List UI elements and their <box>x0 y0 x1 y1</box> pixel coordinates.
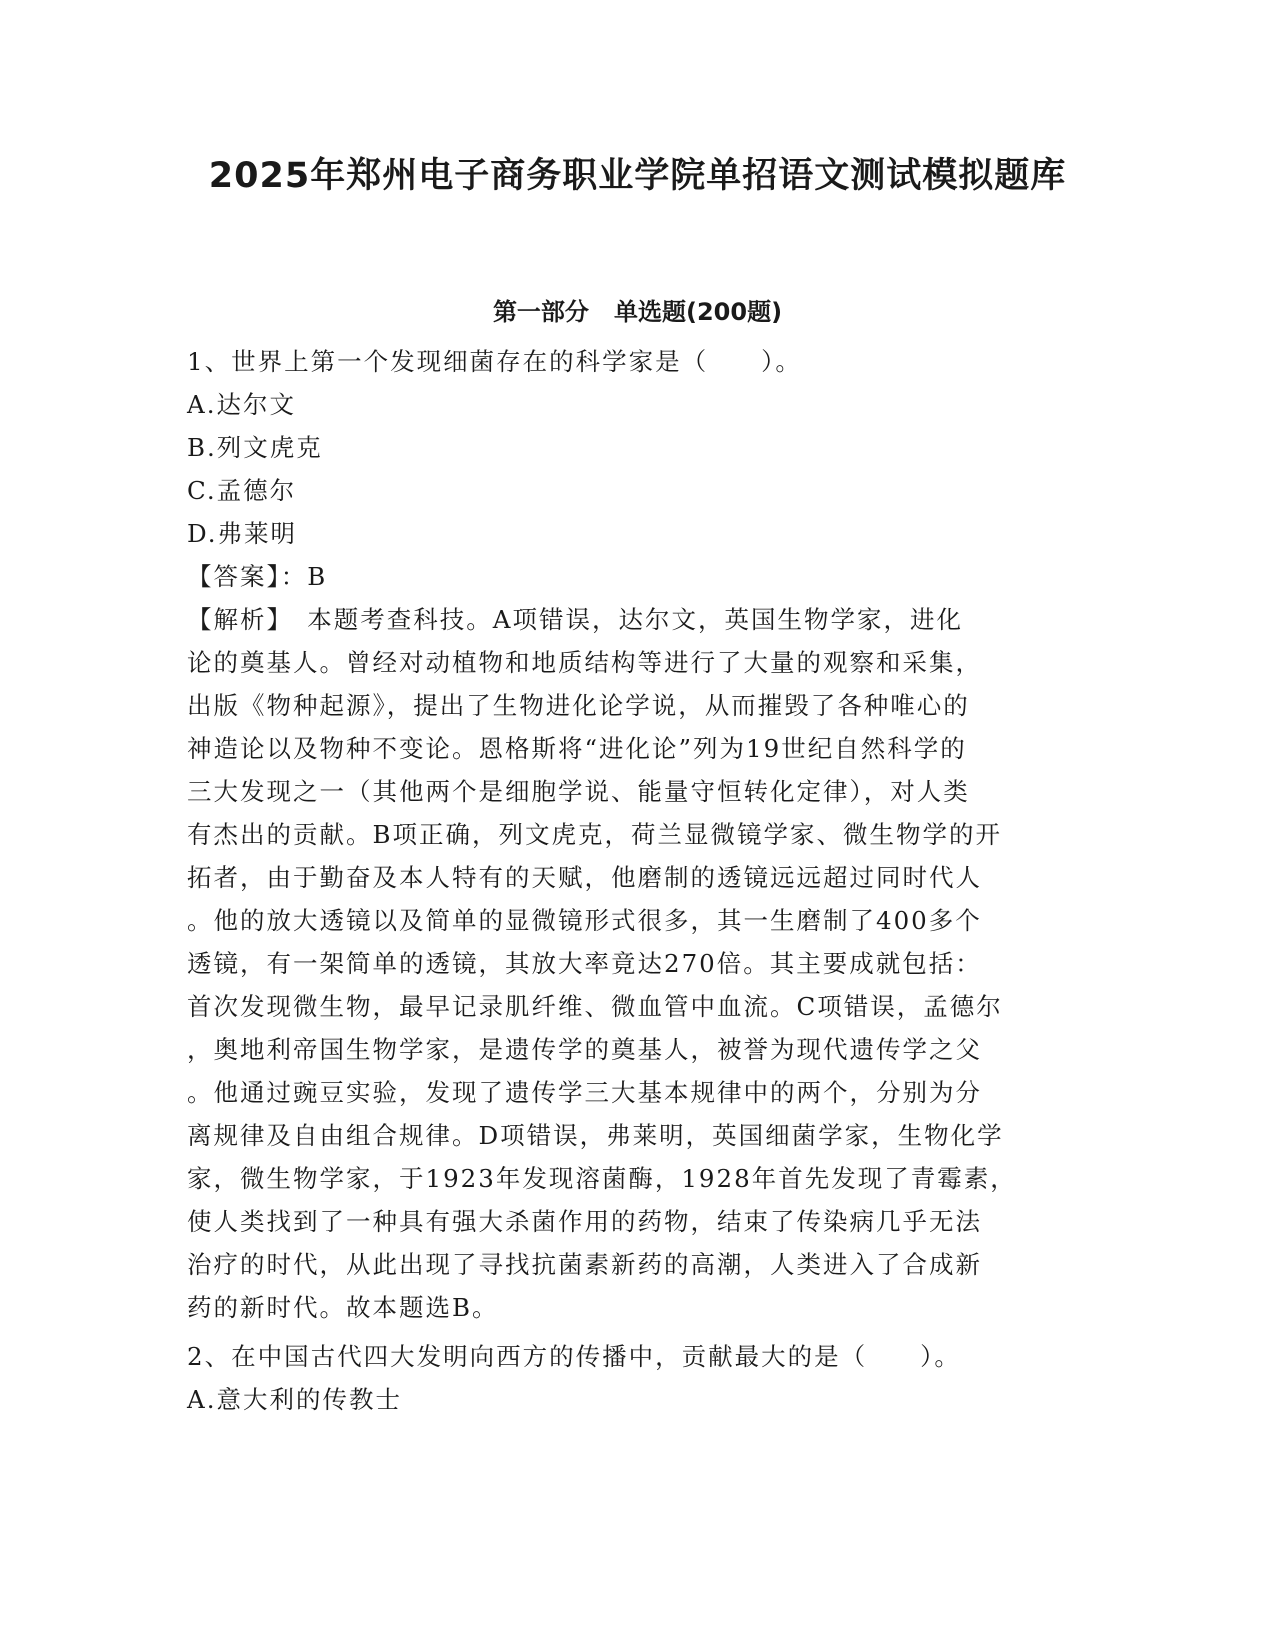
option-a: A.意大利的传教士 <box>187 1385 402 1414</box>
analysis-line: 出版《物种起源》，提出了生物进化论学说，从而摧毁了各种唯心的 <box>187 691 970 720</box>
question-content <box>187 340 1087 1421</box>
analysis-line: 透镜，有一架简单的透镜，其放大率竟达270倍。其主要成就包括： <box>187 949 982 978</box>
section-heading: 第一部分 单选题(200题) <box>492 298 783 326</box>
answer-line: 【答案】：B <box>187 562 328 591</box>
analysis-line: 神造论以及物种不变论。恩格斯将“进化论”列为19世纪自然科学的 <box>187 734 967 763</box>
option-c: C.孟德尔 <box>187 476 297 505</box>
analysis-line: 【解析】 本题考查科技。A项错误，达尔文，英国生物学家，进化 <box>187 605 963 634</box>
analysis-line: 治疗的时代，从此出现了寻找抗菌素新药的高潮，人类进入了合成新 <box>187 1250 982 1279</box>
analysis-line: 使人类找到了一种具有强大杀菌作用的药物，结束了传染病几乎无法 <box>187 1207 982 1236</box>
analysis-line: 有杰出的贡献。B项正确，列文虎克，荷兰显微镜学家、微生物学的开 <box>187 820 1003 849</box>
analysis-block <box>187 598 1087 1329</box>
analysis-line: 药的新时代。故本题选B。 <box>187 1293 499 1322</box>
analysis-line: 首次发现微生物，最早记录肌纤维、微血管中血流。C项错误，孟德尔 <box>187 992 1003 1021</box>
question-stem: 2、在中国古代四大发明向西方的传播中，贡献最大的是（ ）。 <box>187 1342 961 1371</box>
question-1 <box>187 340 1087 1329</box>
question-2 <box>187 1335 1087 1421</box>
analysis-line: 。他的放大透镜以及简单的显微镜形式很多，其一生磨制了400多个 <box>187 906 982 935</box>
analysis-line: ，奥地利帝国生物学家，是遗传学的奠基人，被誉为现代遗传学之父 <box>187 1035 982 1064</box>
option-d: D.弗莱明 <box>187 519 298 548</box>
document-title: 2025年郑州电子商务职业学院单招语文测试模拟题库 <box>208 156 1067 196</box>
option-b: B.列文虎克 <box>187 433 323 462</box>
analysis-line: 拓者，由于勤奋及本人特有的天赋，他磨制的透镜远远超过同时代人 <box>187 863 982 892</box>
analysis-line: 。他通过豌豆实验，发现了遗传学三大基本规律中的两个，分别为分 <box>187 1078 982 1107</box>
analysis-line: 论的奠基人。曾经对动植物和地质结构等进行了大量的观察和采集， <box>187 648 982 677</box>
analysis-line: 家，微生物学家，于1923年发现溶菌酶，1928年首先发现了青霉素， <box>187 1164 1017 1193</box>
question-stem: 1、世界上第一个发现细菌存在的科学家是（ ）。 <box>187 347 802 376</box>
analysis-line: 三大发现之一（其他两个是细胞学说、能量守恒转化定律），对人类 <box>187 777 970 806</box>
option-a: A.达尔文 <box>187 390 296 419</box>
analysis-line: 离规律及自由组合规律。D项错误，弗莱明，英国细菌学家，生物化学 <box>187 1121 1004 1150</box>
